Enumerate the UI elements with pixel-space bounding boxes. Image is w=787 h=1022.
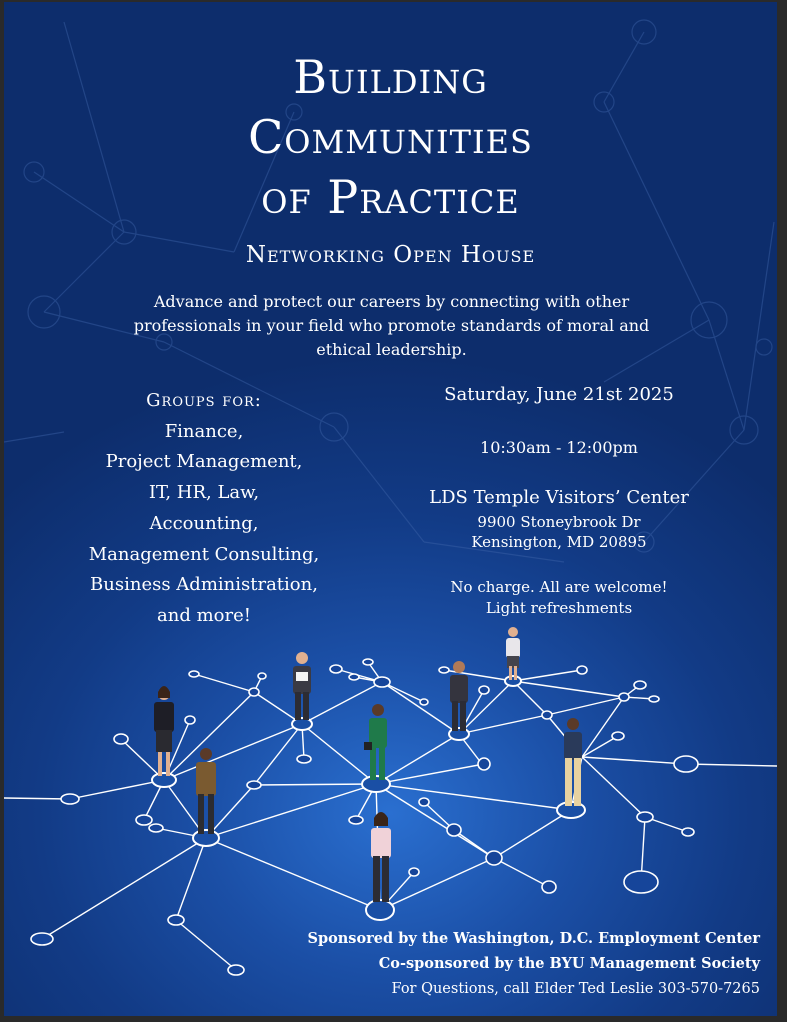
charge-note: No charge. All are welcome! — [450, 578, 668, 596]
event-time: 10:30am - 12:00pm — [480, 438, 638, 457]
intro-paragraph: Advance and protect our careers by connecting with other professionals in your field who promote standards of moral and ethical leadership. — [133, 292, 650, 359]
group-item: Project Management, — [105, 451, 303, 473]
cosponsor-line: Co-sponsored by the BYU Management Society — [378, 955, 760, 972]
venue-name: LDS Temple Visitors’ Center — [429, 487, 689, 508]
title-line-2: Communities — [248, 110, 533, 164]
group-item: Finance, — [164, 420, 244, 442]
groups-heading: Groups for: — [146, 390, 262, 411]
sponsor-line: Sponsored by the Washington, D.C. Employment Center — [307, 930, 760, 947]
venue-street: 9900 Stoneybrook Dr — [477, 513, 641, 531]
group-item: IT, HR, Law, — [148, 482, 260, 504]
flyer — [4, 2, 777, 1016]
title-line-1: Building — [293, 50, 488, 104]
subtitle: Networking Open House — [245, 242, 536, 268]
venue-city: Kensington, MD 20895 — [471, 533, 647, 551]
group-item: and more! — [157, 604, 251, 626]
group-item: Accounting, — [149, 512, 259, 534]
event-date: Saturday, June 21st 2025 — [444, 384, 674, 405]
groups-list — [54, 386, 354, 632]
refreshments-note: Light refreshments — [485, 599, 633, 617]
group-item: Business Administration, — [90, 574, 318, 596]
title-line-3: of Practice — [261, 170, 520, 224]
group-item: Management Consulting, — [88, 543, 320, 565]
contact-line: For Questions, call Elder Ted Leslie 303-570-7265 — [391, 981, 760, 997]
